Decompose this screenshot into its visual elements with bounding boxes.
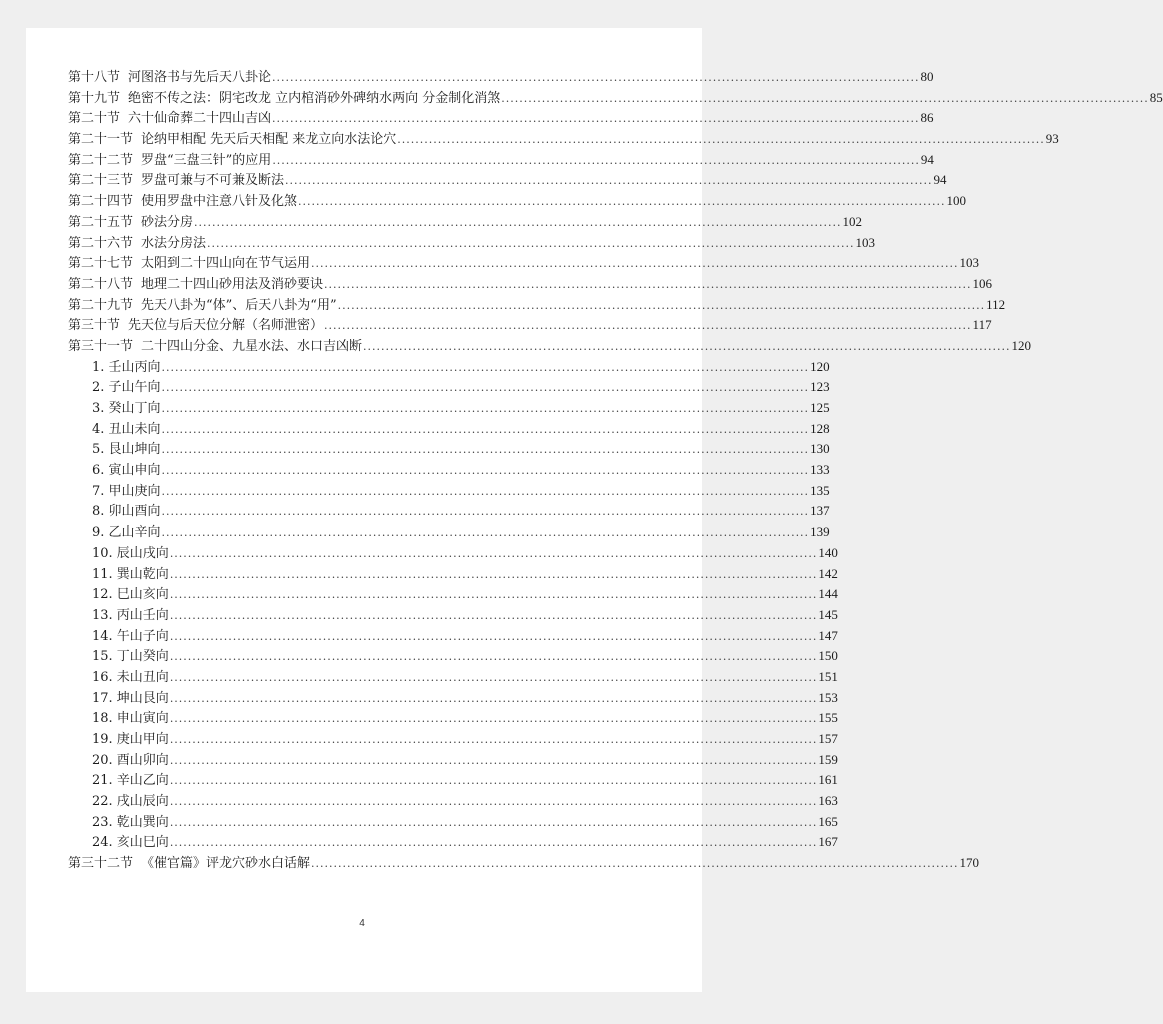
- toc-title: 先天位与后天位分解（名师泄密）: [128, 318, 324, 334]
- page-number: 4: [359, 918, 365, 929]
- toc-entry: [68, 149, 934, 170]
- toc-title: 17. 坤山艮向: [92, 690, 169, 706]
- toc-section-number: 第二十九节: [68, 297, 134, 313]
- dot-leader: [170, 795, 818, 808]
- toc-title: 20. 酉山卯向: [92, 752, 169, 768]
- toc-subentry: [68, 438, 830, 459]
- toc-entry: [68, 314, 992, 335]
- toc-page-number: 145: [818, 606, 838, 622]
- toc-title: 二十四山分金、九星水法、水口吉凶断: [141, 338, 363, 354]
- toc-title: 六十仙命葬二十四山吉凶: [128, 111, 272, 127]
- dot-leader: [162, 361, 810, 374]
- toc-subentry: [68, 811, 838, 832]
- toc-page-number: 135: [810, 482, 830, 498]
- toc-section-number: 第二十八节: [68, 276, 134, 292]
- toc-subentry: [68, 769, 838, 790]
- toc-title: 5. 艮山坤向: [92, 442, 161, 458]
- toc-title: 《催官篇》评龙穴砂水白话解: [141, 856, 311, 872]
- toc-page-number: 120: [1011, 337, 1032, 353]
- toc-entry: [68, 294, 1006, 315]
- toc-title: 4. 丑山未向: [92, 421, 161, 437]
- toc-entry: [68, 335, 1032, 356]
- toc-page-number: 85: [1149, 89, 1163, 105]
- toc-page-number: 157: [818, 731, 838, 746]
- toc-subentry: [68, 542, 838, 563]
- dot-leader: [272, 71, 920, 84]
- dot-leader: [170, 588, 818, 601]
- toc-section-number: 第三十二节: [68, 856, 134, 872]
- dot-leader: [170, 816, 818, 829]
- toc-entry: [68, 66, 934, 87]
- toc-subentry: [68, 645, 838, 666]
- toc-title: 砂法分房: [141, 214, 194, 230]
- toc-page-number: 151: [818, 668, 838, 684]
- dot-leader: [170, 836, 818, 849]
- toc-title: 10. 辰山戌向: [92, 545, 169, 561]
- dot-leader: [311, 257, 959, 270]
- toc-page-number: 170: [959, 855, 980, 871]
- toc-subentry: [68, 480, 830, 501]
- toc-entry: [68, 232, 876, 253]
- toc-subentry: [68, 728, 838, 749]
- toc-page-number: 144: [818, 586, 838, 602]
- toc-title: 21. 辛山乙向: [92, 773, 169, 789]
- toc-page-number: 133: [810, 462, 830, 478]
- toc-page-number: 165: [818, 813, 838, 829]
- toc-section-number: 第二十二节: [68, 152, 134, 168]
- dot-leader: [162, 402, 810, 415]
- dot-leader: [324, 319, 972, 332]
- toc-title: 论纳甲相配 先天后天相配 来龙立向水法论穴: [141, 132, 397, 148]
- toc-page-number: 94: [920, 151, 934, 167]
- dot-leader: [170, 609, 818, 622]
- dot-leader: [162, 485, 810, 498]
- dot-leader: [272, 154, 920, 167]
- dot-leader: [338, 299, 986, 312]
- toc-subentry: [68, 666, 838, 687]
- toc-entry: [68, 852, 980, 873]
- toc-subentry: [68, 790, 838, 811]
- dot-leader: [501, 92, 1149, 105]
- table-of-contents: [68, 66, 1163, 873]
- toc-page-number: 161: [818, 772, 838, 788]
- dot-leader: [363, 340, 1011, 353]
- toc-subentry: [68, 625, 838, 646]
- dot-leader: [162, 381, 810, 394]
- toc-page-number: 147: [818, 627, 838, 643]
- toc-page-number: 125: [810, 400, 830, 415]
- dot-leader: [170, 630, 818, 643]
- toc-section-number: 第二十五节: [68, 214, 134, 230]
- toc-entry: [68, 252, 980, 273]
- toc-subentry: [68, 356, 830, 377]
- toc-page-number: 139: [810, 524, 830, 540]
- dot-leader: [162, 505, 810, 518]
- toc-title: 22. 戌山辰向: [92, 794, 169, 810]
- toc-title: 罗盘“三盘三针”的应用: [141, 152, 272, 168]
- dot-leader: [170, 568, 818, 581]
- dot-leader: [311, 857, 959, 870]
- dot-leader: [324, 278, 972, 291]
- toc-title: 16. 未山丑向: [92, 669, 169, 685]
- toc-title: 罗盘可兼与不可兼及断法: [141, 173, 285, 189]
- toc-subentry: [68, 687, 838, 708]
- dot-leader: [170, 774, 818, 787]
- toc-entry: [68, 87, 1163, 108]
- toc-section-number: 第十八节: [68, 70, 121, 85]
- toc-title: 6. 寅山申向: [92, 463, 161, 479]
- toc-page-number: 117: [972, 317, 992, 333]
- dot-leader: [207, 237, 855, 250]
- toc-title: 水法分房法: [141, 235, 207, 251]
- toc-page-number: 86: [920, 110, 934, 126]
- dot-leader: [162, 423, 810, 436]
- toc-page-number: 163: [818, 793, 838, 809]
- toc-title: 23. 乾山巽向: [92, 814, 169, 830]
- dot-leader: [285, 174, 933, 187]
- toc-subentry: [68, 397, 830, 418]
- toc-title: 3. 癸山丁向: [92, 401, 161, 416]
- toc-subentry: [68, 749, 838, 770]
- toc-subentry: [68, 707, 838, 728]
- toc-subentry: [68, 459, 830, 480]
- dot-leader: [170, 671, 818, 684]
- toc-title: 使用罗盘中注意八针及化煞: [141, 194, 298, 210]
- toc-title: 2. 子山午向: [92, 380, 161, 396]
- toc-section-number: 第二十三节: [68, 173, 134, 189]
- toc-title: 18. 申山寅向: [92, 711, 169, 727]
- toc-page-number: 112: [986, 296, 1006, 312]
- toc-entry: [68, 169, 947, 190]
- toc-title: 太阳到二十四山向在节气运用: [141, 256, 311, 272]
- toc-title: 1. 壬山丙向: [92, 359, 161, 375]
- toc-title: 8. 卯山酉向: [92, 504, 161, 520]
- toc-title: 15. 丁山癸向: [92, 649, 169, 665]
- toc-section-number: 第二十一节: [68, 132, 134, 148]
- toc-section-number: 第三十一节: [68, 338, 134, 354]
- toc-section-number: 第二十六节: [68, 235, 134, 251]
- toc-page-number: 128: [810, 420, 830, 436]
- toc-page-number: 102: [842, 213, 863, 229]
- toc-page-number: 137: [810, 503, 830, 519]
- toc-section-number: 第二十节: [68, 111, 121, 127]
- toc-page-number: 120: [810, 358, 830, 374]
- toc-subentry: [68, 418, 830, 439]
- dot-leader: [162, 526, 810, 539]
- toc-page-number: 153: [818, 689, 838, 705]
- toc-subentry: [68, 604, 838, 625]
- toc-subentry: [68, 376, 830, 397]
- toc-page-number: 155: [818, 710, 838, 726]
- toc-title: 11. 巽山乾向: [92, 566, 169, 582]
- toc-page-number: 142: [818, 565, 838, 581]
- toc-page-number: 150: [818, 648, 838, 664]
- dot-leader: [162, 464, 810, 477]
- toc-section-number: 第十九节: [68, 90, 121, 106]
- dot-leader: [397, 133, 1045, 146]
- toc-entry: [68, 107, 934, 128]
- toc-page-number: 130: [810, 441, 830, 457]
- toc-page-number: 106: [972, 275, 993, 291]
- dot-leader: [170, 547, 818, 560]
- toc-entry: [68, 128, 1059, 149]
- toc-subentry: [68, 521, 830, 542]
- dot-leader: [194, 216, 842, 229]
- dot-leader: [170, 733, 818, 746]
- toc-page-number: 80: [920, 69, 934, 84]
- toc-title: 绝密不传之法：阴宅改龙 立内棺消砂外碑纳水两向 分金制化消煞: [128, 90, 501, 106]
- toc-title: 9. 乙山辛向: [92, 525, 161, 541]
- toc-page-number: 140: [818, 544, 838, 560]
- toc-subentry: [68, 831, 838, 852]
- dot-leader: [170, 692, 818, 705]
- dot-leader: [162, 443, 810, 456]
- toc-page-number: 123: [810, 379, 830, 395]
- toc-page-number: 94: [933, 172, 947, 188]
- dot-leader: [170, 712, 818, 725]
- toc-title: 先天八卦为“体”、后天八卦为“用”: [141, 297, 337, 313]
- toc-title: 24. 亥山巳向: [92, 835, 169, 851]
- toc-title: 19. 庚山甲向: [92, 732, 169, 747]
- toc-subentry: [68, 583, 838, 604]
- dot-leader: [298, 195, 946, 208]
- toc-entry: [68, 190, 967, 211]
- toc-section-number: 第二十四节: [68, 194, 134, 210]
- toc-page-number: 167: [818, 834, 838, 850]
- toc-page-number: 93: [1045, 131, 1059, 147]
- toc-page-number: 103: [855, 234, 876, 250]
- toc-page-number: 103: [959, 255, 980, 271]
- toc-page-number: 100: [946, 193, 967, 209]
- toc-entry: [68, 211, 863, 232]
- toc-title: 12. 巳山亥向: [92, 587, 169, 603]
- toc-page-number: 159: [818, 751, 838, 767]
- dot-leader: [170, 650, 818, 663]
- toc-subentry: [68, 500, 830, 521]
- toc-section-number: 第三十节: [68, 318, 121, 334]
- dot-leader: [272, 112, 920, 125]
- toc-entry: [68, 273, 993, 294]
- toc-title: 地理二十四山砂用法及消砂要诀: [141, 276, 324, 292]
- toc-section-number: 第二十七节: [68, 256, 134, 272]
- toc-title: 13. 丙山壬向: [92, 607, 169, 623]
- toc-title: 14. 午山子向: [92, 628, 169, 644]
- dot-leader: [170, 754, 818, 767]
- toc-title: 7. 甲山庚向: [92, 483, 161, 499]
- toc-subentry: [68, 563, 838, 584]
- toc-title: 河图洛书与先后天八卦论: [128, 70, 272, 85]
